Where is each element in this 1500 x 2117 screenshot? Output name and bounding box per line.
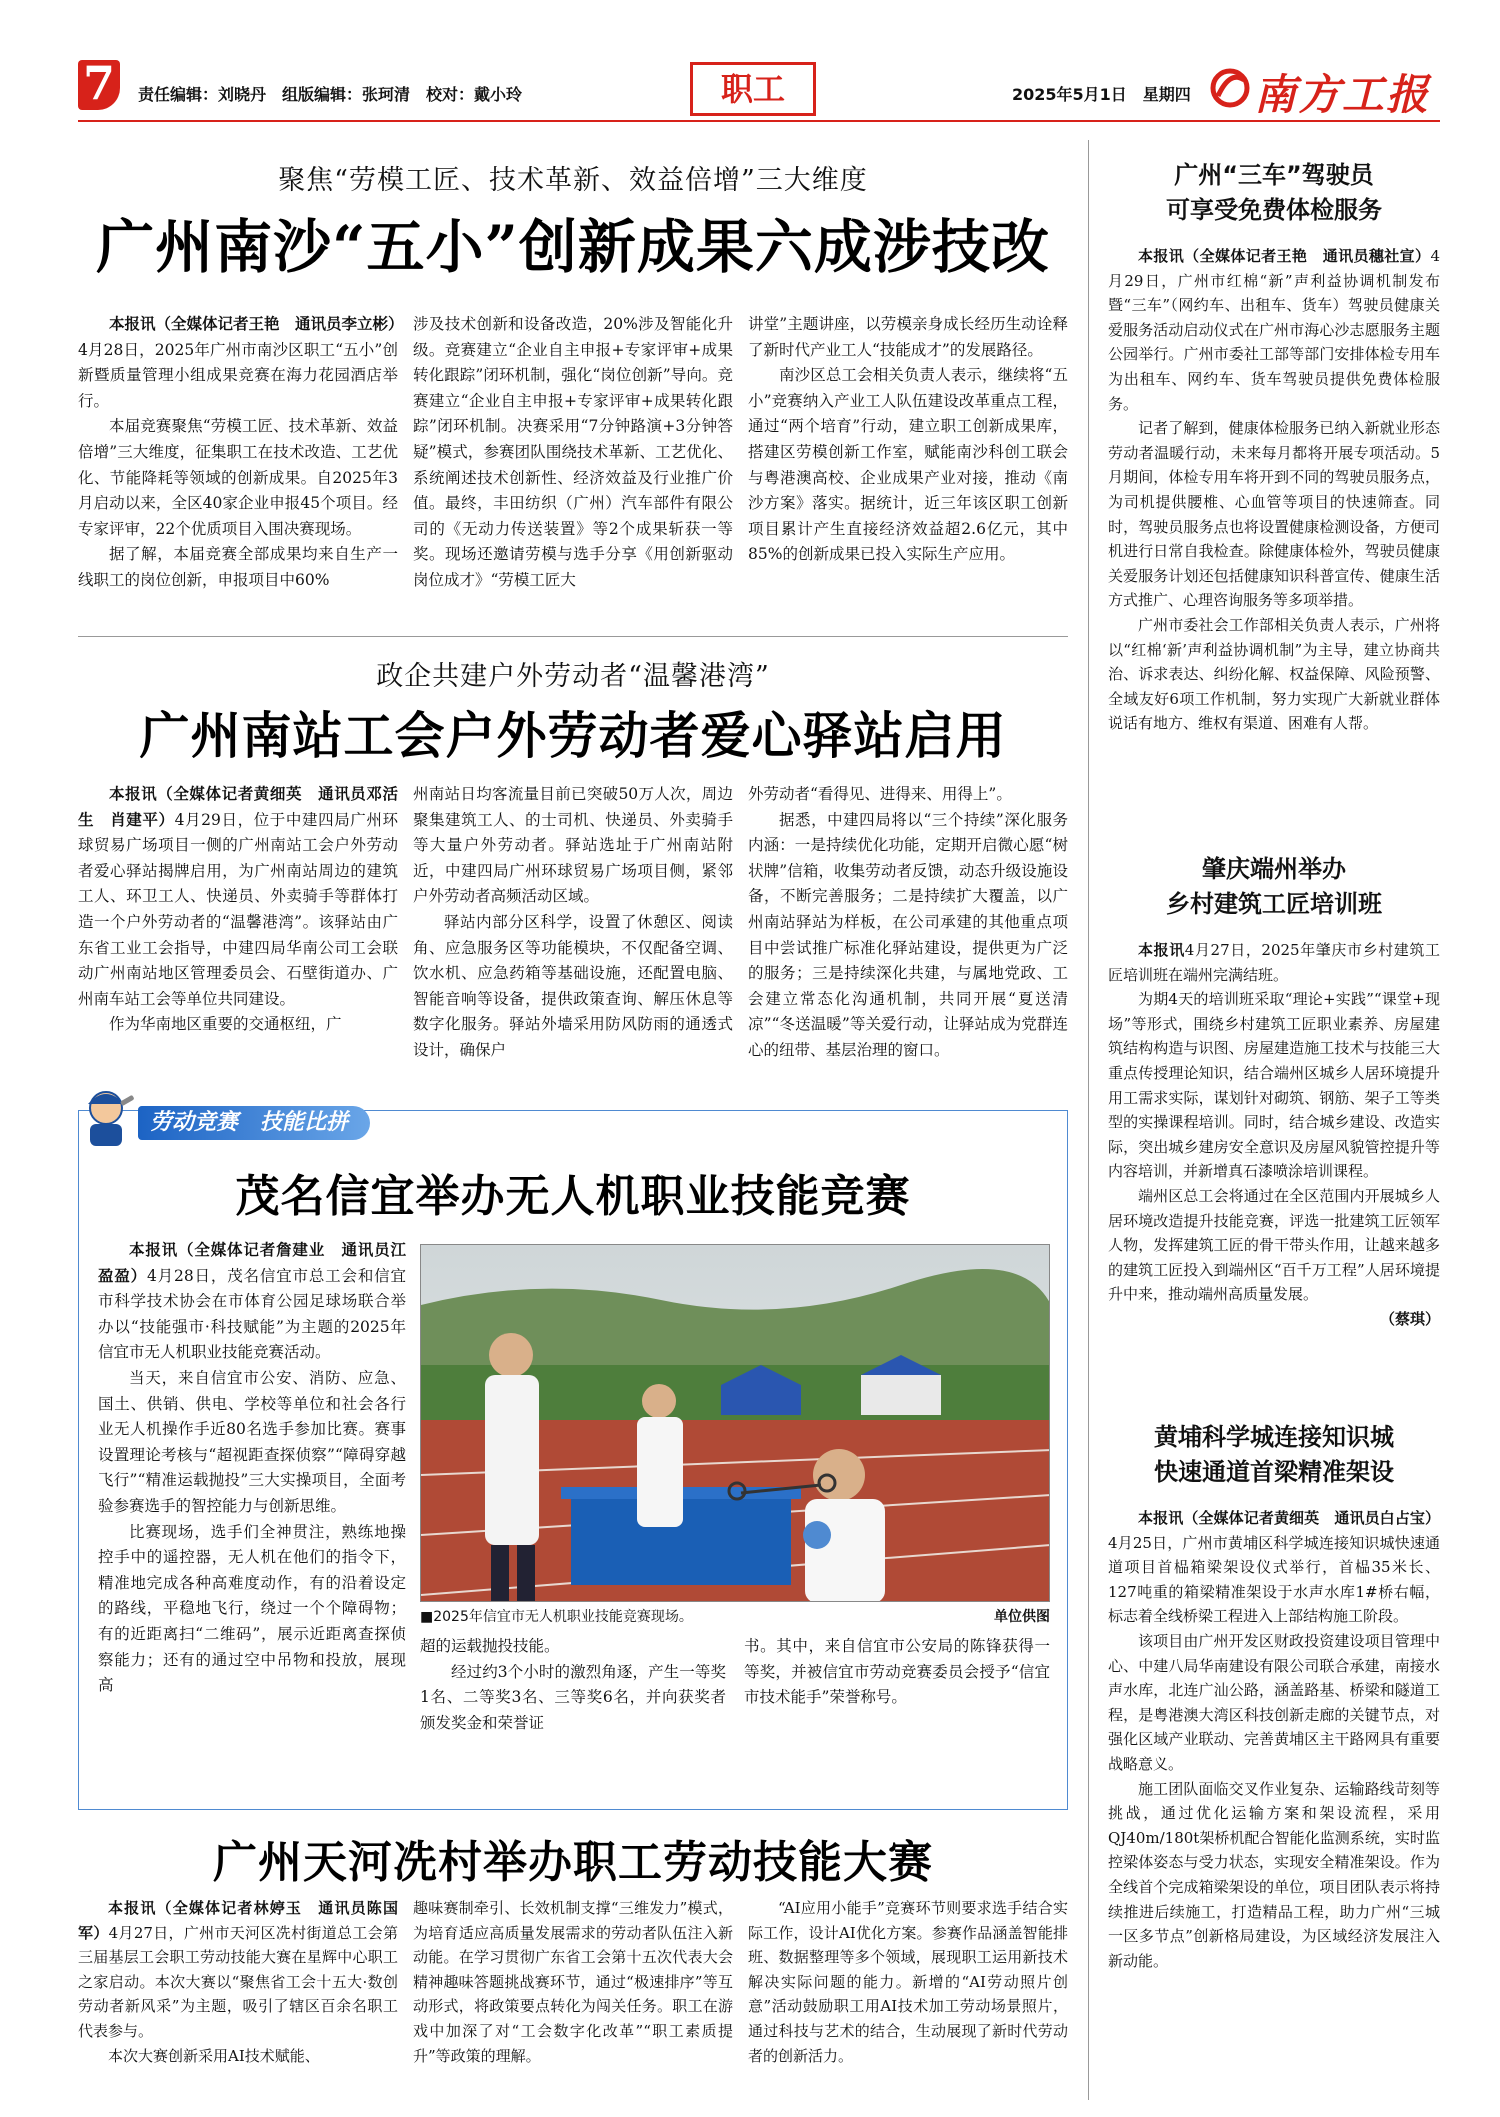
photo-credit: 单位供图 [994,1609,1050,1625]
article-column [420,1634,726,1736]
page-number-badge [78,56,120,110]
issue-date: 2025年5月1日 星期四 [1012,85,1191,104]
article-lead: 本报讯（全媒体记者黄细英 通讯员白占宝） [1138,1509,1440,1527]
header-rule [78,120,1440,122]
paragraph: 驿站内部分区科学，设置了休憩区、阅读角、应急服务区等功能模块，不仅配备空调、饮水机、应急药箱等基础设施，还配置电脑、智能音响等设备，提供政策查询、解压休息等数字化服务。驿站外墙采用防风防雨的通透式设计，确保户 [413,912,733,1059]
paragraph: 趣味赛制牵引、长效机制支撑“三维发力”模式，为培育适应高质量发展需求的劳动者队伍注入新动能。在学习贯彻广东省工会第十五次代表大会精神趣味答题挑战赛环节，通过“极速排序”等互动形式，将政策要点转化为闯关任务。职工在游戏中加深了对“工会数字化改革”“职工素质提升”等政策的理解。 [413,1899,733,2065]
paragraph: 4月27日，广州市天河区冼村街道总工会第三届基层工会职工劳动技能大赛在星辉中心职工之家启动。本次大赛以“聚焦省工会十五大·数创劳动者新风采”为主题，吸引了辖区百余名职工代表参与。 [78,1923,398,2040]
article-column [748,312,1068,594]
paragraph: 施工团队面临交叉作业复杂、运输路线苛刻等挑战，通过优化运输方案和架设流程，采用QJ40m/180t架桥机配合智能化监测系统，实时监控梁体姿态与受力状态，实现安全精准架设。作为全线首个完成箱梁架设的单位，项目团队表示将持续推进后续施工，打造精品工程，助力广州“三城一区多节点”创新格局建设，为区域经济发展注入新动能。 [1108,1779,1440,1970]
paragraph: 本次大赛创新采用AI技术赋能、 [108,2046,320,2065]
article-column [744,1634,1050,1711]
divider [78,636,1068,637]
article-lead: 本报讯（全媒体记者林婷玉 通讯员陈国军） [78,1899,398,1942]
sidebar-body [1108,1506,1440,1973]
author-sign: （蔡琪） [1379,1309,1440,1328]
section-title [690,62,816,116]
paragraph: 记者了解到，健康体检服务已纳入新就业形态劳动者温暖行动，未来每月都将开展专项活动。5月期间，体检专用车将开到不同的驾驶员服务点，为司机提供腰椎、心血管等项目的快速筛查。同时，驾驶员服务点也将设置健康检测设备，方便司机进行日常自我检查。除健康体检外，驾驶员健康关爱服务计划还包括健康知识科普宣传、健康生活方式推广、心理咨询服务等多项举措。 [1108,419,1440,610]
article-column [413,782,733,1064]
article-title: 广州南站工会户外劳动者爱心驿站启用 [139,706,1007,765]
page-number: 7 [82,56,115,110]
article-column [413,1896,733,2068]
paragraph: 为期4天的培训班采取“理论+实践”“课堂+现场”等形式，围绕乡村建筑工匠职业素养、房屋建筑结构构造与识图、房屋建造施工技术与技能三大重点传授理论知识，结合端州区城乡人居环境提升用工需求实际，谋划针对砌筑、钢筋、架子工等类型的实操课程培训。同时，结合城乡建设、改造实际，突出城乡建房安全意识及房屋风貌管控提升等内容培训，并新增真石漆喷涂培训课程。 [1108,990,1440,1181]
caption-text: ■2025年信宜市无人机职业技能竞赛现场。 [420,1609,693,1625]
paragraph: 4月29日，位于中建四局广州环球贸易广场项目一侧的广州南站工会户外劳动者爱心驿站揭牌启用，为广州南站周边的建筑工人、环卫工人、快递员、外卖骑手等群体打造一个户外劳动者的“温馨港湾”。该驿站由广东省工业工会指导，中建四局华南公司工会联动广州南站地区管理委员会、石壁街道办、广州南车站工会等单位共同建设。 [78,810,398,1008]
sidebar-body [1108,244,1440,736]
section-banner [80,1098,370,1146]
paragraph: 讲堂”主题讲座，以劳模亲身成长经历生动诠释了新时代产业工人“技能成才”的发展路径。 [748,315,1068,359]
section-title-text: 职工 [720,70,785,108]
paragraph: 4月27日，2025年肇庆市乡村建筑工匠培训班在端州完满结班。 [1108,941,1440,984]
article-body [78,1896,1068,2068]
article-lead: 本报讯（全媒体记者詹建业 通讯员江盈盈） [98,1241,406,1285]
article-body [78,312,1068,594]
article-lead: 本报讯（全媒体记者王艳 通讯员穗社宣） [1138,247,1431,265]
article-lead: 本报讯（全媒体记者王艳 通讯员李立彬） [109,315,404,333]
logo-emblem-icon [1210,66,1250,110]
sidebar-title: 肇庆端州举办 乡村建筑工匠培训班 [1166,855,1382,918]
editors-line: 责任编辑：刘晓丹 组版编辑：张珂清 校对：戴小玲 [138,85,523,104]
paragraph: 4月28日，2025年广州市南沙区职工“五小”创新暨质量管理小组成果竞赛在海力花园酒店举行。 [78,340,398,410]
paragraph: 据悉，中建四局将以“三个持续”深化服务内涵：一是持续优化功能，定期开启微心愿“树状牌”信箱，收集劳动者反馈，动态升级设施设备，不断完善服务；二是持续扩大覆盖，以广州南站驿站为样板，在公司承建的其他重点项目中尝试推广标准化驿站建设，提供更为广泛的服务；三是持续深化共建，与属地党政、工会建立常态化沟通机制，共同开展“夏送清凉”“冬送温暖”等关爱行动，让驿站成为党群连心的纽带、基层治理的窗口。 [748,810,1068,1059]
column-divider [1088,140,1089,2100]
article-column [413,312,733,594]
photo-caption [420,1606,1050,1628]
article-subtitle: 聚焦“劳模工匠、技术革新、效益倍增”三大维度 [278,165,868,196]
paragraph: 4月25日，广州市黄埔区科学城连接知识城快速通道项目首榀箱梁架设仪式举行，首榀35米长、127吨重的箱梁精准架设于水声水库1#桥右幅，标志着全线桥梁工程进入上部结构施工阶段。 [1108,1533,1440,1626]
paragraph: 当天，来自信宜市公安、消防、应急、国土、供销、供电、学校等单位和社会各行业无人机操作手近80名选手参加比赛。赛事设置理论考核与“超视距查探侦察”“障碍穿越飞行”“精准运载抛投”三大实操项目，全面考验参赛选手的智控能力与创新思维。 [98,1368,406,1515]
paragraph: 4月29日，广州市红棉“新”声利益协调机制发布暨“三车”（网约车、出租车、货车）驾驶员健康关爱服务活动启动仪式在广州市海心沙志愿服务主题公园举行。广州市委社工部等部门安排体检专用车为出租车、网约车、货车驾驶员提供免费体检服务。 [1108,247,1440,413]
paragraph: 外劳动者“看得见、进得来、用得上”。 [748,785,1012,803]
paragraph: 作为华南地区重要的交通枢纽，广 [109,1015,342,1034]
paragraph: 该项目由广州开发区财政投资建设项目管理中心、中建八局华南建设有限公司联合承建，南接水声水库，北连广汕公路，涵盖路基、桥梁和隧道工程，是粤港澳大湾区科技创新走廊的关键节点，对强化区域产业联动、完善黄埔区主干路网具有重要战略意义。 [1108,1631,1440,1773]
paragraph: 本届竞赛聚焦“劳模工匠、技术革新、效益倍增”三大维度，征集职工在技术改造、工艺优化、节能降耗等领域的创新成果。自2025年3月启动以来，全区40家企业申报45个项目。经专家评审，22个优质项目入围决赛现场。 [78,417,398,538]
paragraph: “AI应用小能手”竞赛环节则要求选手结合实际工作，设计AI优化方案。参赛作品涵盖智能排班、数据整理等多个领域，展现职工运用新技术解决实际问题的能力。新增的“AI劳动照片创意”活动鼓励职工用AI技术加工劳动场景照片，通过科技与艺术的结合，生动展现了新时代劳动者的创新活力。 [748,1899,1068,2065]
article-column [78,312,404,594]
newspaper-name: 南方工报 [1254,70,1431,119]
article-lead: 本报讯 [1138,941,1185,959]
paragraph: 广州市委社会工作部相关负责人表示，广州将以“红棉‘新’声利益协调机制”为主导，建立协商共治、诉求表达、纠纷化解、权益保障、风险预警、全域友好6项工作机制，努力实现广大新就业群体说话有地方、维权有渠道、困难有人帮。 [1108,615,1440,733]
article-column [748,1896,1068,2068]
article-column [78,1896,398,2068]
paragraph: 比赛现场，选手们全神贯注，熟练地操控手中的遥控器，无人机在他们的指令下，精准地完成各种高难度动作，有的沿着设定的路线，平稳地飞行，绕过一个个障碍物；有的近距离扫“二维码”，展示近距离查探侦察能力；还有的通过空中吊物和投放，展现高 [98,1522,406,1695]
paragraph: 超的运载抛投技能。 [420,1637,560,1655]
paragraph: 州南站日均客流量目前已突破50万人次，周边聚集建筑工人、的士司机、快递员、外卖骑手等大量户外劳动者。驿站选址于广州南站附近，中建四局广州环球贸易广场项目侧，紧邻户外劳动者高频活动区域。 [413,785,733,906]
paragraph: 南沙区总工会相关负责人表示，继续将“五小”竞赛纳入产业工人队伍建设改革重点工程，通过“两个培育”行动，建立职工创新成果库，搭建区劳模创新工作室，赋能南沙科创工联会与粤港澳高校、企业成果产业对接，推动《南沙方案》落实。据统计，近三年该区职工创新项目累计产生直接经济效益超2.6亿元，其中85%的创新成果已投入实际生产应用。 [748,366,1068,564]
paragraph: 经过约3个小时的激烈角逐，产生一等奖1名、二等奖3名、三等奖6名，并向获奖者颁发奖金和荣誉证 [420,1662,726,1732]
drone-contest-photo-image [421,1245,1050,1602]
article-title: 广州南沙“五小”创新成果六成涉技改 [96,213,1050,281]
newspaper-logo [1210,60,1440,119]
paragraph: 4月28日，茂名信宜市总工会和信宜市科学技术协会在市体育公园足球场联合举办以“技能强市·科技赋能”为主题的2025年信宜市无人机职业技能竞赛活动。 [98,1266,406,1362]
article-column [748,782,1068,1064]
worker-mascot-icon [78,1084,138,1148]
paragraph: 涉及技术创新和设备改造，20%涉及智能化升级。竞赛建立“企业自主申报+专家评审+成果转化跟踪”闭环机制，强化“岗位创新”导向。竞赛建立“企业自主申报+专家评审+成果转化跟踪”闭环机制。决赛采用“7分钟路演+3分钟答疑”模式，参赛团队围绕技术革新、工艺优化、系统阐述技术创新性、经济效益及行业推广价值。最终，丰田纺织（广州）汽车部件有限公司的《无动力传送装置》等2个成果斩获一等奖。现场还邀请劳模与选手分享《用创新驱动岗位成才》“劳模工匠大 [413,315,733,589]
sidebar-article-zhaoqing [1108,852,1440,1332]
paragraph: 书。其中，来自信宜市公安局的陈锋获得一等奖，并被信宜市劳动竞赛委员会授予“信宜市技术能手”荣誉称号。 [744,1637,1050,1707]
paragraph: 端州区总工会将通过在全区范围内开展城乡人居环境改造提升技能竞赛，评选一批建筑工匠领军人物，发挥建筑工匠的骨干带头作用，让越来越多的建筑工匠投入到端州区“百千万工程”人居环境提升中来，推动端州高质量发展。 [1108,1186,1440,1304]
article-subtitle: 政企共建户外劳动者“温馨港湾” [376,661,770,692]
article-title: 茂名信宜举办无人机职业技能竞赛 [235,1171,911,1222]
article-title: 广州天河冼村举办职工劳动技能大赛 [213,1837,933,1888]
article-column [78,782,398,1064]
paragraph: 据了解，本届竞赛全部成果均来自生产一线职工的岗位创新，申报项目中60% [78,545,398,589]
sidebar-article-drivers [1108,158,1440,736]
banner-label [138,1106,370,1140]
sidebar-title: 广州“三车”驾驶员 可享受免费体检服务 [1166,161,1382,224]
sidebar-title: 黄埔科学城连接知识城 快速通道首梁精准架设 [1154,1423,1394,1486]
sidebar-article-huangpu [1108,1420,1440,1973]
article-body [78,782,1068,1064]
article-lead: 本报讯（全媒体记者黄细英 通讯员邓活生 肖建平） [78,785,398,829]
article-column [98,1238,406,1699]
contest-photo [420,1244,1050,1602]
sidebar-body [1108,938,1440,1332]
banner-text: 劳动竞赛 技能比拼 [150,1110,349,1135]
